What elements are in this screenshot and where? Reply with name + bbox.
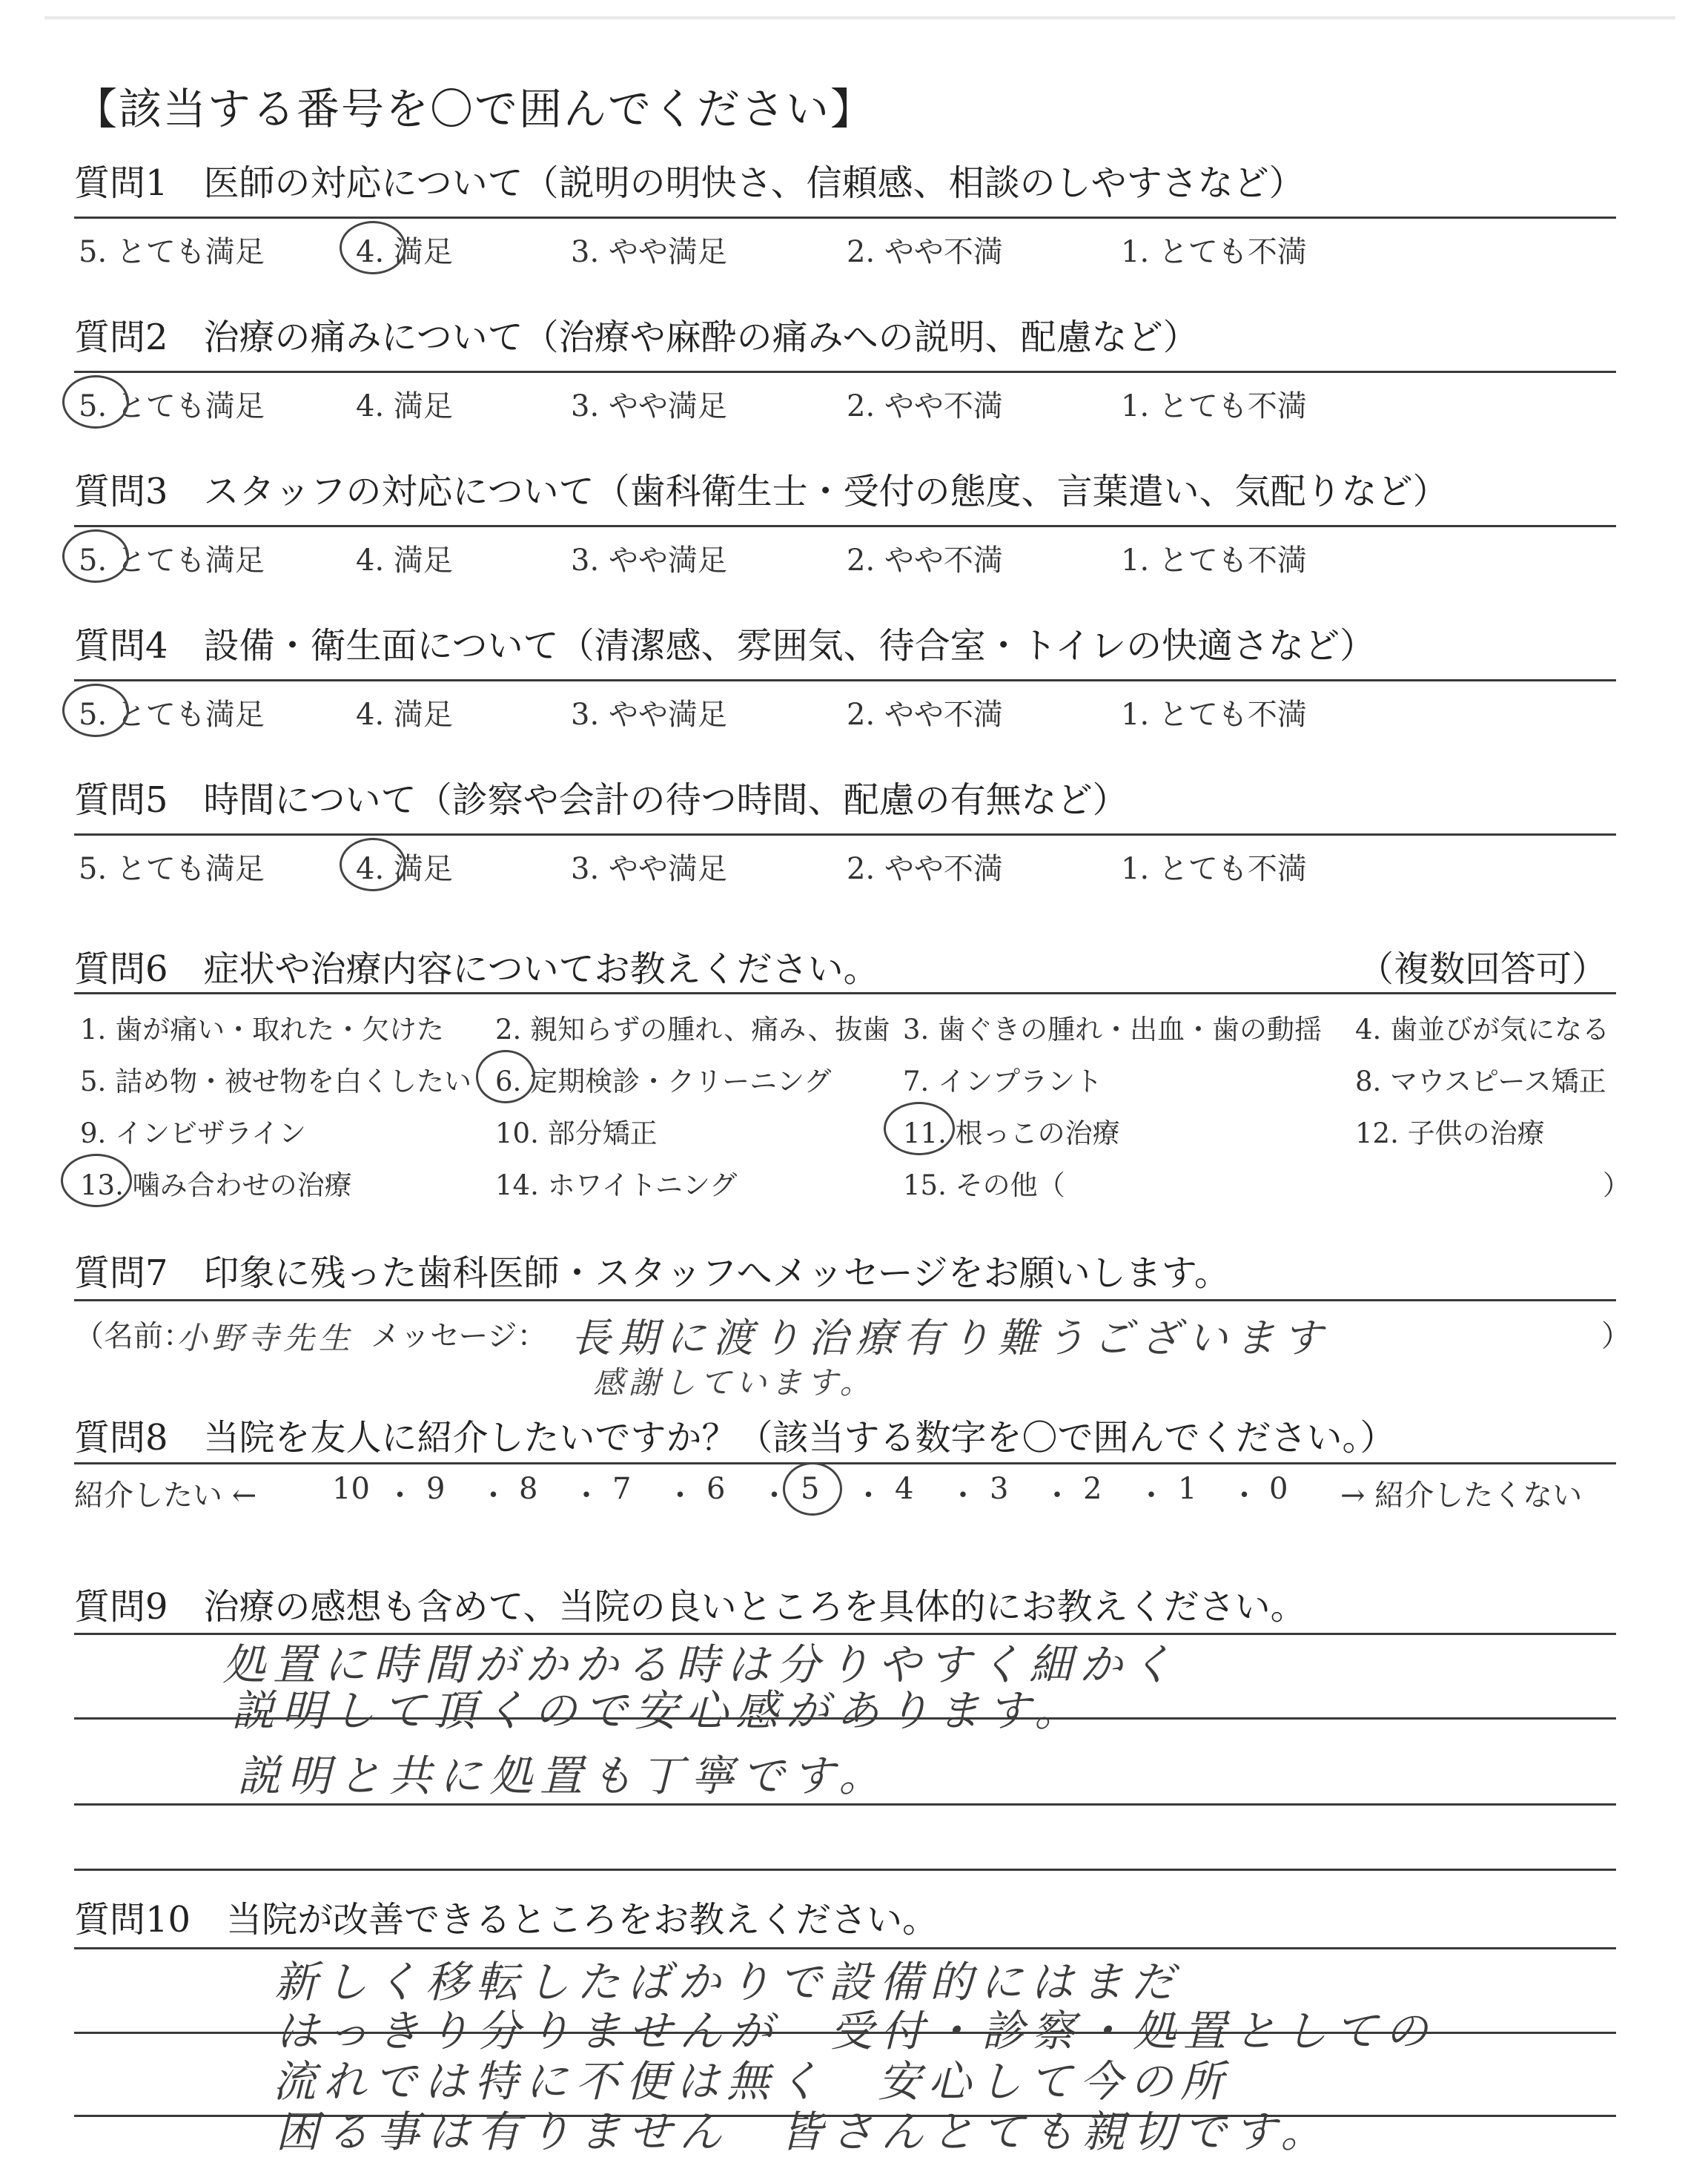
q6-note: （複数回答可） (1358, 948, 1608, 990)
q4-option-5[interactable]: 5. とても満足 (79, 698, 265, 732)
q6-item-3[interactable]: 3. 歯ぐきの腫れ・出血・歯の動揺 (903, 1014, 1323, 1046)
q8-separator-dot: ・ (572, 1479, 601, 1513)
q7-name-value: 小野寺先生 (176, 1320, 355, 1356)
q1-option-5[interactable]: 5. とても満足 (79, 235, 265, 269)
q10-answer-line-1: 新しく移転したばかりで設備的にはまだ (274, 1957, 1182, 2007)
q6-item-4[interactable]: 4. 歯並びが気になる (1355, 1014, 1610, 1046)
q7-rule (74, 1299, 1616, 1301)
q6-item-12[interactable]: 12. 子供の治療 (1355, 1117, 1545, 1149)
q2-title: 質問2 治療の痛みについて（治療や麻酔の痛みへの説明、配慮など） (74, 317, 1199, 358)
q8-separator-dot: ・ (948, 1479, 978, 1513)
q2-selection-circle (62, 375, 129, 429)
q10-answer-line-4: 困る事は有りません 皆さんとても親切です。 (276, 2107, 1331, 2157)
q6-item-5[interactable]: 5. 詰め物・被せ物を白くしたい (80, 1066, 472, 1097)
q8-rule (74, 1462, 1616, 1464)
q3-title: 質問3 スタッフの対応について（歯科衛生士・受付の態度、言葉遣い、気配りなど） (74, 471, 1449, 512)
q9-answer-rule (74, 1803, 1616, 1806)
q5-option-4[interactable]: 4. 満足 (356, 852, 453, 886)
q2-option-2[interactable]: 2. やや不満 (847, 389, 1003, 423)
q8-separator-dot: ・ (853, 1479, 884, 1513)
q7-name-label: （名前： (74, 1319, 193, 1353)
q3-option-1[interactable]: 1. とても不満 (1121, 544, 1307, 578)
q6-title: 質問6 症状や治療内容についてお教えください。 (74, 948, 879, 990)
q1-option-3[interactable]: 3. やや満足 (571, 235, 727, 269)
q6-item-13[interactable]: 13. 噛み合わせの治療 (80, 1169, 352, 1201)
q6-item-close: ） (1603, 1169, 1630, 1201)
q6-item-11[interactable]: 11. 根っこの治療 (903, 1117, 1120, 1149)
q8-separator-dot: ・ (478, 1479, 509, 1513)
q1-rule (74, 217, 1616, 219)
q3-option-4[interactable]: 4. 満足 (356, 544, 453, 578)
q6-item-6[interactable]: 6. 定期検診・クリーニング (495, 1066, 832, 1097)
q4-option-4[interactable]: 4. 満足 (356, 698, 453, 732)
q8-scale-10[interactable]: 10 (332, 1472, 370, 1506)
q6-item-10[interactable]: 10. 部分矯正 (495, 1117, 658, 1149)
q4-rule (74, 679, 1616, 681)
q5-option-2[interactable]: 2. やや不満 (847, 852, 1003, 886)
q7-message-label: メッセージ： (371, 1319, 547, 1353)
scan-top-edge (44, 16, 1675, 19)
page-header: 【該当する番号を〇で囲んでください】 (74, 84, 875, 134)
q8-separator-dot: ・ (759, 1479, 790, 1513)
q1-selection-circle (340, 221, 406, 274)
q3-option-5[interactable]: 5. とても満足 (79, 544, 265, 578)
q8-right-label: → 紹介したくない (1340, 1479, 1583, 1513)
q9-answer-line-1: 処置に時間がかかる時は分りやすく細かく (222, 1639, 1181, 1690)
q10-answer-line-3: 流れでは特に不便は無く 安心して今の所 (273, 2056, 1231, 2107)
q8-scale-6[interactable]: 6 (706, 1472, 726, 1506)
q6-selection-circle-13 (61, 1154, 132, 1207)
q3-option-3[interactable]: 3. やや満足 (571, 544, 727, 578)
q6-rule (74, 992, 1616, 994)
q9-title: 質問9 治療の感想も含めて、当院の良いところを具体的にお教えください。 (74, 1586, 1306, 1628)
q6-item-14[interactable]: 14. ホワイトニング (495, 1169, 738, 1201)
q5-option-5[interactable]: 5. とても満足 (79, 852, 265, 886)
q3-rule (74, 525, 1616, 527)
q6-item-2[interactable]: 2. 親知らずの腫れ、痛み、抜歯 (495, 1014, 890, 1046)
q4-title: 質問4 設備・衛生面について（清潔感、雰囲気、待合室・トイレの快適さなど） (74, 625, 1376, 667)
q6-item-1[interactable]: 1. 歯が痛い・取れた・欠けた (80, 1014, 445, 1046)
q6-item-8[interactable]: 8. マウスピース矯正 (1355, 1066, 1606, 1097)
q8-scale-8[interactable]: 8 (519, 1472, 538, 1506)
q8-title: 質問8 当院を友人に紹介したいですか？（該当する数字を〇で囲んでください。） (74, 1417, 1396, 1459)
q9-answer-line-3: 説明と共に処置も丁寧です。 (237, 1751, 890, 1801)
q2-option-4[interactable]: 4. 満足 (356, 389, 453, 423)
q10-answer-line-2: はっきり分りませんが 受付・診察・処置としての (276, 2006, 1436, 2056)
q8-scale-4[interactable]: 4 (895, 1472, 914, 1506)
q6-selection-circle-11 (884, 1102, 955, 1155)
q8-scale-3[interactable]: 3 (990, 1472, 1009, 1506)
q8-scale-1[interactable]: 1 (1178, 1472, 1197, 1506)
q1-option-4[interactable]: 4. 満足 (356, 235, 453, 269)
q3-selection-circle (62, 529, 129, 583)
q3-option-2[interactable]: 2. やや不満 (847, 544, 1003, 578)
q8-left-label: 紹介したい ← (74, 1479, 257, 1513)
q8-separator-dot: ・ (1229, 1479, 1260, 1513)
q8-scale-0[interactable]: 0 (1269, 1472, 1288, 1506)
q7-title: 質問7 印象に残った歯科医師・スタッフへメッセージをお願いします。 (74, 1252, 1230, 1294)
q5-selection-circle (340, 838, 406, 891)
q8-scale-9[interactable]: 9 (426, 1472, 446, 1506)
q1-option-2[interactable]: 2. やや不満 (847, 235, 1003, 269)
q5-option-1[interactable]: 1. とても不満 (1121, 852, 1307, 886)
q2-rule (74, 371, 1616, 373)
q7-close-paren: ） (1601, 1319, 1631, 1353)
q7-message-line2: 感謝しています。 (593, 1364, 875, 1401)
q8-separator-dot: ・ (385, 1479, 415, 1513)
q9-answer-rule (74, 1869, 1616, 1871)
q1-option-1[interactable]: 1. とても不満 (1121, 235, 1307, 269)
q5-option-3[interactable]: 3. やや満足 (571, 852, 727, 886)
q2-option-3[interactable]: 3. やや満足 (571, 389, 727, 423)
q8-scale-7[interactable]: 7 (612, 1472, 632, 1506)
q9-answer-line-2: 説明して頂くので安心感があります。 (231, 1685, 1085, 1736)
q2-option-1[interactable]: 1. とても不満 (1121, 389, 1307, 423)
q2-option-5[interactable]: 5. とても満足 (79, 389, 265, 423)
q6-selection-circle-6 (476, 1050, 535, 1103)
q6-item-15[interactable]: 15. その他（ (903, 1169, 1065, 1201)
q5-title: 質問5 時間について（診察や会計の待つ時間、配慮の有無など） (74, 779, 1128, 821)
q1-title: 質問1 医師の対応について（説明の明快さ、信頼感、相談のしやすさなど） (74, 162, 1305, 204)
q4-option-2[interactable]: 2. やや不満 (847, 698, 1003, 732)
q8-separator-dot: ・ (1136, 1479, 1166, 1513)
q4-selection-circle (62, 684, 129, 737)
q4-option-1[interactable]: 1. とても不満 (1121, 698, 1307, 732)
q8-selection-circle (783, 1462, 842, 1516)
q8-separator-dot: ・ (1042, 1479, 1072, 1513)
q7-message-line1: 長期に渡り治療有り難うございます (571, 1315, 1330, 1361)
q4-option-3[interactable]: 3. やや満足 (571, 698, 727, 732)
q10-title: 質問10 当院が改善できるところをお教えください。 (74, 1899, 939, 1941)
q8-separator-dot: ・ (665, 1479, 695, 1513)
q6-item-9[interactable]: 9. インビザライン (80, 1117, 306, 1149)
q8-scale-5[interactable]: 5 (801, 1472, 820, 1506)
q8-scale-2[interactable]: 2 (1083, 1472, 1102, 1506)
q5-rule (74, 833, 1616, 836)
q6-item-7[interactable]: 7. インプラント (903, 1066, 1103, 1097)
